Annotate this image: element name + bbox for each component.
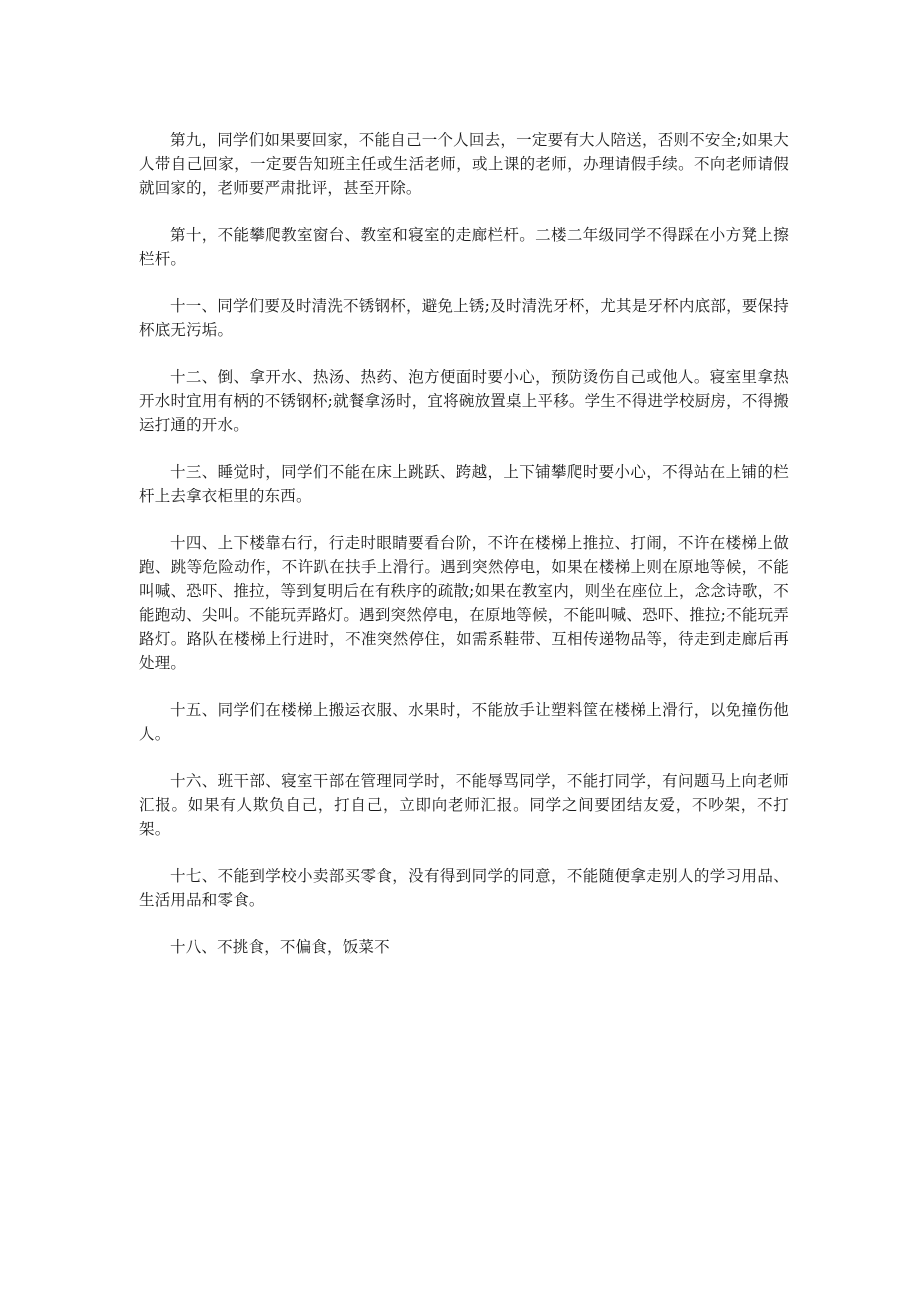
paragraph-rule-10: 第十，不能攀爬教室窗台、教室和寝室的走廊栏杆。二楼二年级同学不得踩在小方凳上擦栏杆。 — [139, 226, 789, 268]
paragraph-rule-14: 十四、上下楼靠右行，行走时眼睛要看台阶，不许在楼梯上推拉、打闹，不许在楼梯上做跑、跳等危险动作，不许趴在扶手上滑行。遇到突然停电，如果在楼梯上则在原地等候，不能叫喊、恐吓、推拉，等到复明后在有秩序的疏散;如果在教室内，则坐在座位上，念念诗歌，不能跑动、尖叫。不能玩弄路灯。遇到突然停电，在原地等候，不能叫喊、恐吓、推拉;不能玩弄路灯。路队在楼梯上行进时，不准突然停住，如需系鞋带、互相传递物品等，待走到走廊后再处理。 — [139, 534, 789, 672]
paragraph-rule-18: 十八、不挑食，不偏食，饭菜不 — [170, 938, 390, 956]
paragraph-rule-17: 十七、不能到学校小卖部买零食，没有得到同学的同意，不能随便拿走别人的学习用品、生活用品和零食。 — [139, 867, 789, 909]
paragraph-rule-16: 十六、班干部、寝室干部在管理同学时，不能辱骂同学，不能打同学，有问题马上向老师汇报。如果有人欺负自己，打自己，立即向老师汇报。同学之间要团结友爱，不吵架，不打架。 — [139, 772, 789, 838]
paragraph-rule-11: 十一、同学们要及时清洗不锈钢杯，避免上锈;及时清洗牙杯，尤其是牙杯内底部，要保持杯底无污垢。 — [139, 297, 789, 339]
paragraph-rule-15: 十五、同学们在楼梯上搬运衣服、水果时，不能放手让塑料筐在楼梯上滑行，以免撞伤他人。 — [139, 701, 789, 743]
document-page — [139, 128, 789, 982]
paragraph-rule-12: 十二、倒、拿开水、热汤、热药、泡方便面时要小心，预防烫伤自己或他人。寝室里拿热开水时宜用有柄的不锈钢杯;就餐拿汤时，宜将碗放置桌上平移。学生不得进学校厨房，不得搬运打通的开水。 — [139, 368, 789, 434]
paragraph-rule-13: 十三、睡觉时，同学们不能在床上跳跃、跨越，上下铺攀爬时要小心，不得站在上铺的栏杆上去拿衣柜里的东西。 — [139, 463, 789, 505]
paragraph-rule-9: 第九，同学们如果要回家，不能自己一个人回去，一定要有大人陪送，否则不安全;如果大人带自己回家，一定要告知班主任或生活老师，或上课的老师，办理请假手续。不向老师请假就回家的，老师要严肃批评，甚至开除。 — [139, 131, 789, 197]
